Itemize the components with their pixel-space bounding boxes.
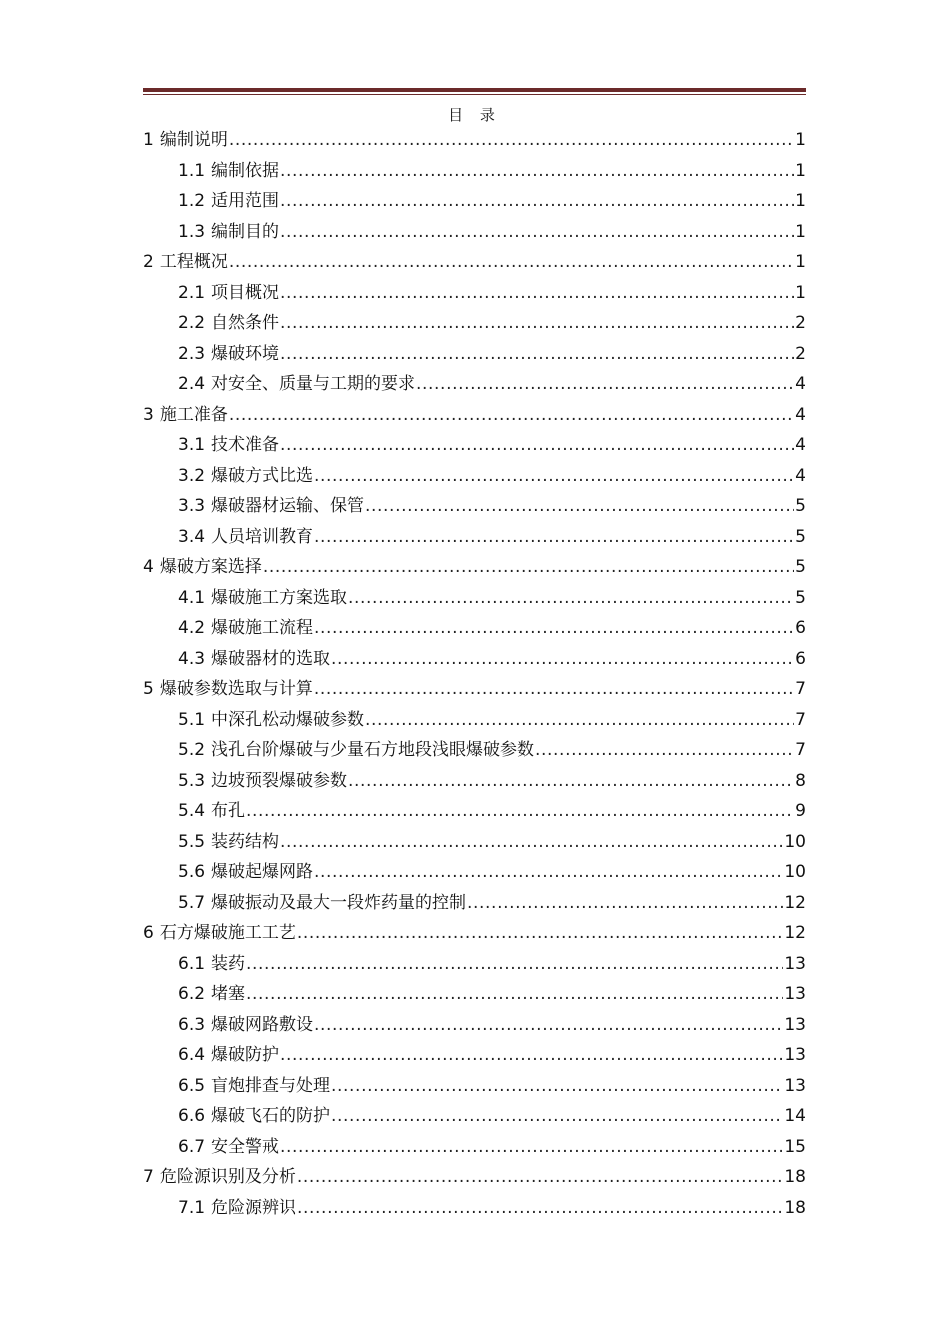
- toc-dot-leader: [229, 125, 794, 156]
- toc-entry-number: 5.2: [178, 740, 206, 760]
- toc-entry-page: 5: [795, 526, 806, 547]
- toc-entry-title: 危险源识别及分析: [159, 1167, 296, 1187]
- header-rule-thick: [143, 88, 806, 92]
- toc-entry-title: 适用范围: [211, 191, 280, 211]
- toc-entry-title: 爆破参数选取与计算: [159, 679, 313, 699]
- toc-entry-number: 7: [143, 1167, 154, 1187]
- toc-entry[interactable]: [143, 705, 806, 736]
- toc-entry-number: 3.3: [178, 496, 206, 516]
- toc-dot-leader: [229, 247, 794, 278]
- toc-entry-number: 5.1: [178, 709, 206, 730]
- toc-entry[interactable]: [143, 156, 806, 187]
- toc-entry-page: 10: [784, 831, 806, 852]
- toc-entry-title: 爆破施工方案选取: [211, 587, 348, 608]
- toc-dot-leader: [229, 400, 794, 431]
- toc-entry[interactable]: [143, 1162, 806, 1193]
- toc-entry-page: 5: [795, 496, 806, 516]
- toc-entry-page: 13: [784, 1045, 806, 1065]
- toc-entry[interactable]: [143, 918, 806, 949]
- toc-entry[interactable]: [143, 1071, 806, 1102]
- toc-entry-page: 13: [784, 953, 806, 974]
- toc-entry-number: 1.1: [178, 160, 206, 181]
- toc-entry-page: 6: [795, 618, 806, 638]
- toc-entry-title: 施工准备: [159, 404, 228, 425]
- toc-dot-leader: [331, 1101, 783, 1132]
- toc-dot-leader: [280, 339, 794, 370]
- toc-entry[interactable]: [143, 1010, 806, 1041]
- toc-entry-title: 自然条件: [211, 313, 280, 333]
- toc-entry-number: 2.4: [178, 374, 206, 394]
- toc-entry-number: 1: [143, 130, 154, 150]
- toc-entry[interactable]: [143, 491, 806, 522]
- toc-dot-leader: [280, 156, 794, 187]
- toc-dot-leader: [314, 857, 783, 888]
- toc-entry[interactable]: [143, 308, 806, 339]
- toc-entry[interactable]: [143, 644, 806, 675]
- toc-entry-title: 装药: [211, 953, 246, 974]
- toc-entry-title: 装药结构: [211, 831, 280, 852]
- toc-dot-leader: [246, 949, 783, 980]
- toc-entry[interactable]: [143, 583, 806, 614]
- toc-entry-page: 14: [784, 1106, 806, 1126]
- toc-entry[interactable]: [143, 1101, 806, 1132]
- header-rule-thin: [143, 94, 806, 95]
- toc-entry[interactable]: [143, 217, 806, 248]
- toc-entry[interactable]: [143, 339, 806, 370]
- toc-dot-leader: [246, 796, 794, 827]
- toc-dot-leader: [535, 735, 794, 766]
- toc-dot-leader: [314, 1010, 783, 1041]
- toc-entry[interactable]: [143, 461, 806, 492]
- toc-entry-number: 6.7: [178, 1136, 206, 1157]
- toc-entry-page: 7: [795, 679, 806, 699]
- toc-dot-leader: [314, 522, 794, 553]
- toc-entry-number: 3.1: [178, 435, 206, 455]
- toc-entry-number: 2.2: [178, 313, 206, 333]
- toc-entry[interactable]: [143, 949, 806, 980]
- toc-entry-number: 3.4: [178, 526, 206, 547]
- toc-entry-title: 爆破环境: [211, 343, 280, 364]
- toc-entry-page: 4: [795, 435, 806, 455]
- toc-entry[interactable]: [143, 1193, 806, 1224]
- toc-dot-leader: [280, 217, 794, 248]
- toc-dot-leader: [348, 583, 794, 614]
- toc-entry-number: 7.1: [178, 1197, 206, 1218]
- toc-entry-title: 爆破施工流程: [211, 618, 314, 638]
- toc-entry[interactable]: [143, 278, 806, 309]
- toc-entry-number: 5.5: [178, 831, 206, 852]
- toc-entry-page: 7: [795, 709, 806, 730]
- toc-entry-title: 浅孔台阶爆破与少量石方地段浅眼爆破参数: [211, 740, 535, 760]
- toc-entry-number: 6: [143, 923, 154, 943]
- toc-entry-page: 1: [795, 160, 806, 181]
- toc-entry[interactable]: [143, 400, 806, 431]
- toc-entry-page: 1: [795, 191, 806, 211]
- toc-entry-number: 3: [143, 404, 154, 425]
- toc-entry-number: 1.3: [178, 221, 206, 242]
- toc-entry-number: 2: [143, 252, 154, 272]
- toc-entry-title: 编制说明: [159, 130, 228, 150]
- toc-title: 目 录: [448, 106, 501, 124]
- toc-entry[interactable]: [143, 674, 806, 705]
- toc-entry[interactable]: [143, 766, 806, 797]
- toc-entry-number: 6.5: [178, 1075, 206, 1096]
- toc-entry-page: 1: [795, 282, 806, 303]
- toc-entry-page: 12: [784, 923, 806, 943]
- toc-entry-page: 6: [795, 648, 806, 669]
- toc-entry[interactable]: [143, 430, 806, 461]
- toc-entry-title: 爆破网路敷设: [211, 1014, 314, 1035]
- toc-entry-title: 技术准备: [211, 435, 280, 455]
- toc-entry-number: 1.2: [178, 191, 206, 211]
- toc-entry-title: 爆破方案选择: [159, 557, 262, 577]
- toc-entry[interactable]: [143, 186, 806, 217]
- toc-dot-leader: [365, 491, 794, 522]
- toc-entry-title: 危险源辨识: [211, 1197, 297, 1218]
- toc-entry-page: 9: [795, 801, 806, 821]
- toc-entry-page: 7: [795, 740, 806, 760]
- toc-entry-page: 8: [795, 770, 806, 791]
- toc-entry-title: 工程概况: [159, 252, 228, 272]
- toc-entry[interactable]: [143, 979, 806, 1010]
- toc-entry-title: 对安全、质量与工期的要求: [211, 374, 416, 394]
- toc-dot-leader: [280, 1132, 783, 1163]
- toc-entry-page: 1: [795, 130, 806, 150]
- toc-entry-number: 5.6: [178, 862, 206, 882]
- toc-entry[interactable]: [143, 552, 806, 583]
- toc-entry-title: 爆破方式比选: [211, 465, 314, 486]
- toc-entry[interactable]: [143, 522, 806, 553]
- toc-dot-leader: [280, 278, 794, 309]
- toc-entry-page: 10: [784, 862, 806, 882]
- toc-dot-leader: [280, 430, 794, 461]
- toc-dot-leader: [263, 552, 794, 583]
- toc-dot-leader: [280, 186, 794, 217]
- toc-entry-page: 2: [795, 343, 806, 364]
- toc-entry-page: 18: [784, 1167, 806, 1187]
- toc-dot-leader: [314, 674, 794, 705]
- toc-entry-title: 人员培训教育: [211, 526, 314, 547]
- toc-entry-title: 中深孔松动爆破参数: [211, 709, 365, 730]
- toc-dot-leader: [467, 888, 783, 919]
- toc-entry[interactable]: [143, 369, 806, 400]
- toc-entry-number: 6.4: [178, 1045, 206, 1065]
- toc-entry[interactable]: [143, 247, 806, 278]
- toc-entry-title: 堵塞: [211, 984, 246, 1004]
- toc-entry-number: 2.1: [178, 282, 206, 303]
- toc-entry-number: 4.1: [178, 587, 206, 608]
- toc-dot-leader: [297, 1162, 784, 1193]
- toc-entry-page: 4: [795, 404, 806, 425]
- toc-entry-page: 13: [784, 1014, 806, 1035]
- toc-entry[interactable]: [143, 1132, 806, 1163]
- toc-entry-number: 6.2: [178, 984, 206, 1004]
- toc-entry-title: 爆破飞石的防护: [211, 1106, 331, 1126]
- toc-entry-title: 安全警戒: [211, 1136, 280, 1157]
- toc-entry-number: 6.3: [178, 1014, 206, 1035]
- toc-dot-leader: [348, 766, 794, 797]
- toc-entry-title: 盲炮排查与处理: [211, 1075, 331, 1096]
- toc-entry-number: 5.3: [178, 770, 206, 791]
- toc-entry-number: 6.6: [178, 1106, 206, 1126]
- toc-entry-number: 5: [143, 679, 154, 699]
- toc-dot-leader: [246, 979, 783, 1010]
- toc-entry-title: 编制依据: [211, 160, 280, 181]
- toc-entry-page: 13: [784, 984, 806, 1004]
- toc-entry[interactable]: [143, 735, 806, 766]
- toc-entry-title: 爆破起爆网路: [211, 862, 314, 882]
- toc-entry-page: 4: [795, 465, 806, 486]
- toc-dot-leader: [297, 918, 784, 949]
- toc-entry-title: 石方爆破施工工艺: [159, 923, 296, 943]
- toc-entry-title: 布孔: [211, 801, 246, 821]
- toc-entry-page: 13: [784, 1075, 806, 1096]
- toc-dot-leader: [297, 1193, 783, 1224]
- toc-entry-page: 1: [795, 221, 806, 242]
- toc-entry-title: 项目概况: [211, 282, 280, 303]
- toc-entry-page: 4: [795, 374, 806, 394]
- toc-entry-title: 爆破振动及最大一段炸药量的控制: [211, 892, 467, 913]
- toc-entry-number: 4.3: [178, 648, 206, 669]
- toc-dot-leader: [416, 369, 794, 400]
- table-of-contents: [143, 125, 806, 1223]
- toc-entry-number: 4: [143, 557, 154, 577]
- toc-dot-leader: [280, 827, 783, 858]
- toc-entry-number: 2.3: [178, 343, 206, 364]
- toc-entry-page: 1: [795, 252, 806, 272]
- toc-entry-number: 4.2: [178, 618, 206, 638]
- toc-dot-leader: [331, 644, 794, 675]
- toc-dot-leader: [314, 461, 794, 492]
- toc-entry-title: 爆破器材运输、保管: [211, 496, 365, 516]
- toc-entry-page: 5: [795, 587, 806, 608]
- toc-dot-leader: [365, 705, 794, 736]
- toc-dot-leader: [280, 308, 794, 339]
- toc-entry-title: 边坡预裂爆破参数: [211, 770, 348, 791]
- toc-entry[interactable]: [143, 857, 806, 888]
- toc-dot-leader: [331, 1071, 783, 1102]
- toc-entry[interactable]: [143, 796, 806, 827]
- toc-entry-page: 12: [784, 892, 806, 913]
- toc-entry-number: 6.1: [178, 953, 206, 974]
- toc-entry-title: 爆破器材的选取: [211, 648, 331, 669]
- toc-entry-title: 编制目的: [211, 221, 280, 242]
- toc-entry[interactable]: [143, 827, 806, 858]
- toc-entry-number: 5.4: [178, 801, 206, 821]
- toc-entry-number: 5.7: [178, 892, 206, 913]
- toc-entry-title: 爆破防护: [211, 1045, 280, 1065]
- toc-entry-page: 18: [784, 1197, 806, 1218]
- toc-entry[interactable]: [143, 613, 806, 644]
- toc-dot-leader: [314, 613, 794, 644]
- toc-entry[interactable]: [143, 125, 806, 156]
- toc-entry-page: 2: [795, 313, 806, 333]
- toc-entry[interactable]: [143, 888, 806, 919]
- toc-entry-page: 5: [795, 557, 806, 577]
- toc-entry-number: 3.2: [178, 465, 206, 486]
- toc-dot-leader: [280, 1040, 783, 1071]
- toc-entry-page: 15: [784, 1136, 806, 1157]
- toc-entry[interactable]: [143, 1040, 806, 1071]
